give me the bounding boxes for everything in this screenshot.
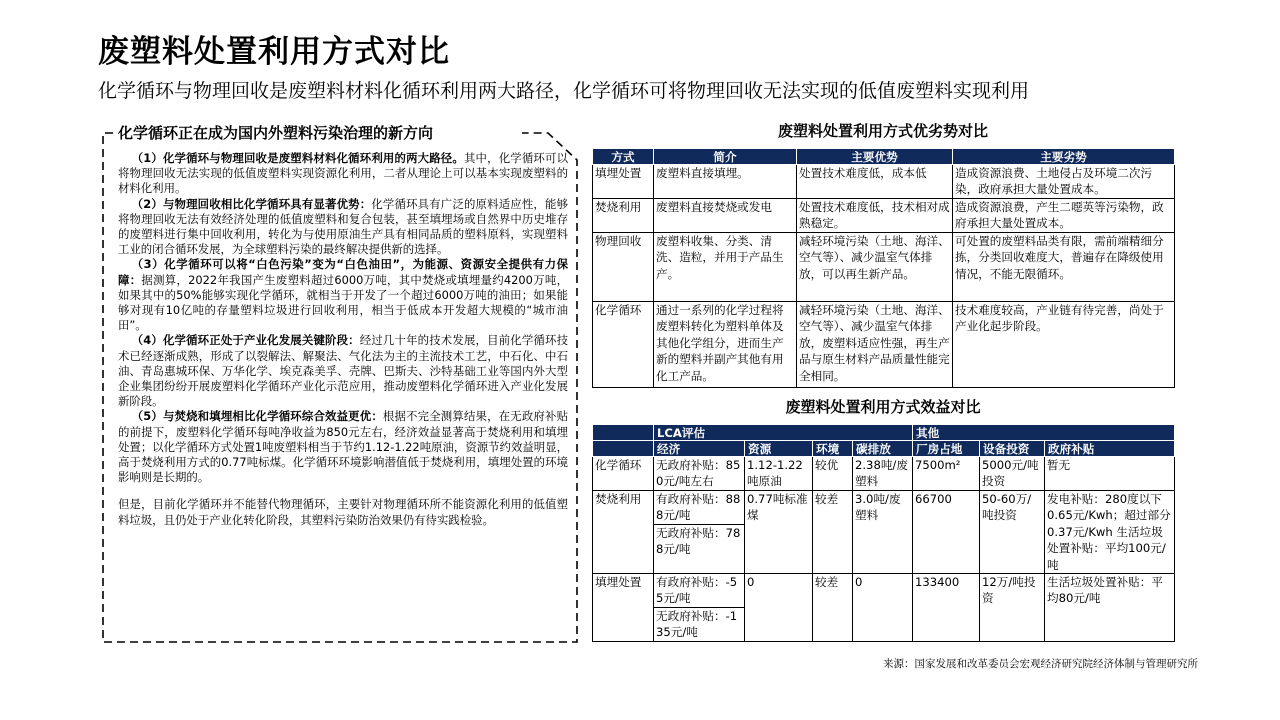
table-cell: 减轻环境污染（土地、海洋、空气等）、减少温室气体排放，可以再生新产品。 bbox=[797, 233, 953, 302]
table-row bbox=[593, 199, 1175, 233]
panel-item: （1）化学循环与物理回收是废塑料材料化循环利用的两大路径。其中，化学循环可以将物理回收无法实现的低值废塑料实现资源化利用，二者从理论上可以基本实现废塑料的材料化利用。 bbox=[118, 151, 568, 196]
table-cell: 较优 bbox=[813, 457, 853, 491]
panel-item: （5）与焚烧和填埋相比化学循环综合效益更优：根据不完全测算结果，在无政府补贴的前提下，废塑料化学循环每吨净收益为850元左右，经济效益显著高于焚烧利用和填埋处置；以化学循环方式处置1吨废塑料相当于节约1.12-1.22吨原油，资源节约效益明显，高于焚烧利用方式的0.77吨标煤。化学循环环境影响潜值低于焚烧利用，填埋处置的环境影响则是长期的。 bbox=[118, 409, 568, 485]
advantages-table bbox=[592, 148, 1175, 388]
table-cell: 可处置的废塑料品类有限，需前端精细分拣，分类回收难度大，普遍存在降级使用情况，不能无限循环。 bbox=[953, 233, 1175, 302]
group-header-other: 其他 bbox=[913, 425, 1175, 441]
table-row bbox=[593, 457, 1175, 491]
page-subtitle: 化学循环与物理回收是废塑料材料化循环利用两大路径，化学循环可将物理回收无法实现的低值废塑料实现利用 bbox=[98, 80, 1030, 102]
panel-item: （4）化学循环正处于产业化发展关键阶段：经过几十年的技术发展，目前化学循环技术已经逐渐成熟，形成了以裂解法、解聚法、气化法为主的主流技术工艺，中石化、中石油、青岛惠城环保、万华化学、埃克森美孚、壳牌、巴斯夫、沙特基础工业等国内外大型企业集团纷纷开展废塑料化学循环产业化示范应用，推动废塑料化学循环进入产业化发展新阶段。 bbox=[118, 333, 568, 409]
table-cell: 废塑料直接填埋。 bbox=[654, 165, 797, 199]
header-subsidy: 政府补贴 bbox=[1045, 441, 1175, 457]
table-cell: 暂无 bbox=[1045, 457, 1175, 491]
table-cell: 生活垃圾处置补贴：平均80元/吨 bbox=[1045, 574, 1175, 642]
table-cell: 通过一系列的化学过程将废塑料转化为塑料单体及其他化学组分，进而生产新的塑料并副产其他有用化工产品。 bbox=[654, 302, 797, 388]
table-cell: 较差 bbox=[813, 574, 853, 642]
panel-body bbox=[118, 151, 568, 528]
table-cell: 废塑料直接焚烧或发电 bbox=[654, 199, 797, 233]
panel-item: （3）化学循环可以将“白色污染”变为“白色油田”，为能源、资源安全提供有力保障：据测算，2022年我国产生废塑料超过6000万吨，其中焚烧或填埋量约4200万吨，如果其中的50%能够实现化学循环，就相当于开发了一个超过6000万吨的油田；如果能够对现有10亿吨的存量塑料垃圾进行回收利用，相当于低成本开发超大规模的“城市油田”。 bbox=[118, 257, 568, 333]
row-label: 填埋处置 bbox=[593, 574, 654, 642]
row-label: 焚烧利用 bbox=[593, 491, 654, 574]
table-cell: 造成资源浪费、土地侵占及环境二次污染，政府承担大量处置成本。 bbox=[953, 165, 1175, 199]
table-cell: 无政府补贴：-135元/吨 bbox=[654, 608, 745, 642]
row-label: 物理回收 bbox=[593, 233, 654, 302]
table-cell: 1.12-1.22吨原油 bbox=[745, 457, 813, 491]
table-row bbox=[593, 574, 1175, 608]
header-environment: 环境 bbox=[813, 441, 853, 457]
table2-title: 废塑料处置利用方式效益对比 bbox=[785, 398, 981, 416]
table1-header-method: 方式 bbox=[593, 149, 654, 165]
table1-header-intro: 简介 bbox=[654, 149, 797, 165]
table-row bbox=[593, 491, 1175, 525]
table-cell: 无政府补贴：850元/吨左右 bbox=[654, 457, 745, 491]
table-cell: 3.0吨/废塑料 bbox=[853, 491, 913, 574]
header-carbon: 碳排放 bbox=[853, 441, 913, 457]
group-header-lca: LCA评估 bbox=[654, 425, 913, 441]
header-land: 厂房占地 bbox=[913, 441, 980, 457]
table-cell: 2.38吨/废塑料 bbox=[853, 457, 913, 491]
table-row bbox=[593, 233, 1175, 302]
header-economy: 经济 bbox=[654, 441, 745, 457]
header-equipment: 设备投资 bbox=[980, 441, 1045, 457]
row-label: 化学循环 bbox=[593, 457, 654, 491]
table-cell: 技术难度较高，产业链有待完善，尚处于产业化起步阶段。 bbox=[953, 302, 1175, 388]
table-cell: 0 bbox=[853, 574, 913, 642]
panel-closing: 但是，目前化学循环并不能替代物理循环，主要针对物理循环所不能资源化利用的低值塑料垃圾，且仍处于产业化转化阶段，其塑料污染防治效果仍有待实践检验。 bbox=[118, 497, 568, 527]
table1-title: 废塑料处置利用方式优劣势对比 bbox=[777, 122, 988, 140]
table1-header-disadvantage: 主要劣势 bbox=[953, 149, 1175, 165]
panel-item: （2）与物理回收相比化学循环具有显著优势：化学循环具有广泛的原料适应性，能够将物理回收无法有效经济处理的低值废塑料和复合包装，甚至填埋场或自然界中历史堆存的废塑料进行集中回收利用，转化为与使用原油生产具有相同品质的塑料原料，实现塑料工业的闭合循环发展，为全球塑料污染的最终解决提供新的选择。 bbox=[118, 196, 568, 257]
table-cell: 0 bbox=[745, 574, 813, 642]
table-cell: 发电补贴：280度以下0.65元/Kwh；超过部分0.37元/Kwh 生活垃圾处置补贴：平均100元/吨 bbox=[1045, 491, 1175, 574]
header-resource: 资源 bbox=[745, 441, 813, 457]
table-cell: 无政府补贴：788元/吨 bbox=[654, 525, 745, 574]
table-cell: 5000元/吨投资 bbox=[980, 457, 1045, 491]
panel-heading: 化学循环正在成为国内外塑料污染治理的新方向 bbox=[118, 124, 434, 142]
table-cell: 12万/吨投资 bbox=[980, 574, 1045, 642]
table-row bbox=[593, 302, 1175, 388]
table-cell: 有政府补贴：-55元/吨 bbox=[654, 574, 745, 608]
table-cell: 7500m² bbox=[913, 457, 980, 491]
table-cell: 处置技术难度低，技术相对成熟稳定。 bbox=[797, 199, 953, 233]
table1-header-advantage: 主要优势 bbox=[797, 149, 953, 165]
row-label: 焚烧利用 bbox=[593, 199, 654, 233]
benefits-table bbox=[592, 424, 1175, 642]
source-note: 来源：国家发展和改革委员会宏观经济研究院经济体制与管理研究所 bbox=[883, 658, 1198, 670]
row-label: 化学循环 bbox=[593, 302, 654, 388]
table-cell: 废塑料收集、分类、清洗、造粒，并用于产品生产。 bbox=[654, 233, 797, 302]
table-cell: 较差 bbox=[813, 491, 853, 574]
table-cell: 50-60万/吨投资 bbox=[980, 491, 1045, 574]
table-cell: 处置技术难度低，成本低 bbox=[797, 165, 953, 199]
row-label: 填埋处置 bbox=[593, 165, 654, 199]
table-cell: 造成资源浪费，产生二噁英等污染物，政府承担大量处置成本。 bbox=[953, 199, 1175, 233]
table-cell: 66700 bbox=[913, 491, 980, 574]
table-cell: 有政府补贴：888元/吨 bbox=[654, 491, 745, 525]
page-title: 废塑料处置利用方式对比 bbox=[98, 34, 450, 70]
table-cell: 133400 bbox=[913, 574, 980, 642]
table-cell: 0.77吨标准煤 bbox=[745, 491, 813, 574]
table-cell: 减轻环境污染（土地、海洋、空气等）、减少温室气体排放，废塑料适应性强，再生产品与原生材料产品质量性能完全相同。 bbox=[797, 302, 953, 388]
table-row bbox=[593, 165, 1175, 199]
